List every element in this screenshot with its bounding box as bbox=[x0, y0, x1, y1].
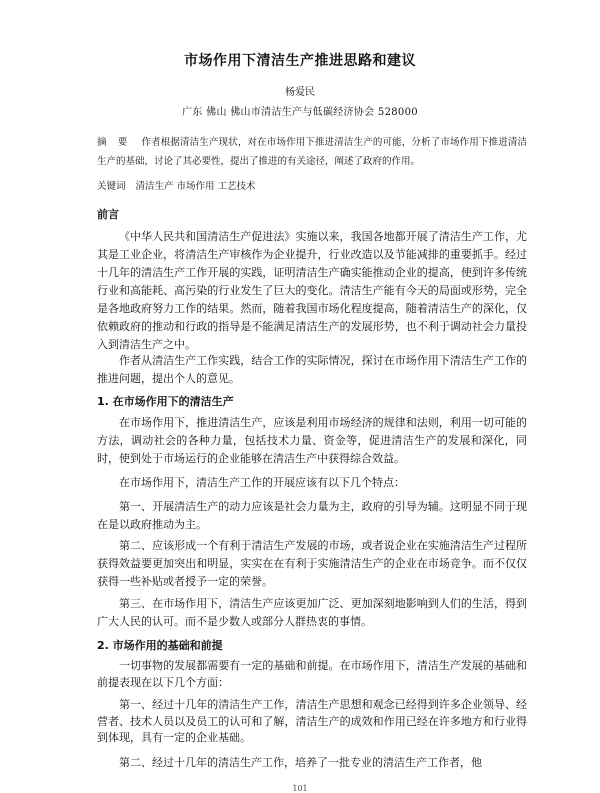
section-1-paragraph-3: 第一、开展清洁生产的动力应该是社会力量为主，政府的引导为辅。这明显不同于现在是以政府推动为主。 bbox=[97, 500, 527, 531]
intro-paragraph-1: 《中华人民共和国清洁生产促进法》实施以来，我国各地都开展了清洁生产工作，尤其是工业企业，将清洁生产审核作为企业提升，行业改造以及节能减排的重要抓手。经过十几年的清洁生产工作开展的实践，证明清洁生产确实能推动企业的提高，使到许多传统行业和高能耗、高污染的行业发生了巨大的变化。清洁生产能有今天的局面或形势，完全是各地政府努力工作的结果。然而，随着我国市场化程度提高，随着清洁生产的深化，仅依赖政府的推动和行政的指导是不能满足清洁生产的发展形势，也不利于调动社会力量投入到清洁生产之中。 bbox=[97, 230, 527, 351]
intro-paragraph-2: 作者从清洁生产工作实践，结合工作的实际情况，探讨在市场作用下清洁生产工作的推进问题，提出个人的意见。 bbox=[97, 354, 527, 385]
section-1-paragraph-4: 第二、应该形成一个有利于清洁生产发展的市场，或者说企业在实施清洁生产过程所获得效益要更加突出和明显，实实在在有利于实施清洁生产的企业在市场竞争。而不仅仅获得一些补贴或者授予一定的荣誉。 bbox=[97, 539, 527, 588]
section-heading-intro: 前言 bbox=[97, 208, 119, 221]
keywords-label: 关键词 bbox=[97, 181, 126, 192]
keywords-text: 清洁生产 市场作用 工艺技术 bbox=[135, 181, 256, 192]
section-2-paragraph-2: 第一、经过十几年的清洁生产工作，清洁生产思想和观念已经得到许多企业领导、经营者、技术人员以及员工的认可和了解，清洁生产的成效和作用已经在许多地方和行业得到体现，具有一定的企业基础。 bbox=[97, 698, 527, 744]
author-name: 杨爱民 bbox=[285, 87, 315, 98]
section-2-paragraph-1: 一切事物的发展都需要有一定的基础和前提。在市场作用下，清洁生产发展的基础和前提表现在以下几个方面： bbox=[97, 659, 527, 689]
section-2-paragraph-3: 第二、经过十几年的清洁生产工作，培养了一批专业的清洁生产工作者，他 bbox=[119, 756, 482, 769]
abstract-label: 摘 要 bbox=[97, 137, 132, 148]
section-heading-1: 1. 在市场作用下的清洁生产 bbox=[97, 395, 234, 408]
page-number: 101 bbox=[292, 784, 308, 793]
paper-title: 市场作用下清洁生产推进思路和建议 bbox=[184, 53, 416, 69]
section-1-paragraph-1: 在市场作用下，推进清洁生产，应该是利用市场经济的规律和法则，利用一切可能的方法，调动社会的各种力量，包括技术力量、资金等，促进清洁生产的发展和深化，同时，使到处于市场运行的企业能够在清洁生产中获得综合效益。 bbox=[97, 416, 527, 465]
section-1-paragraph-2: 在市场作用下，清洁生产工作的开展应该有以下几个特点： bbox=[119, 476, 405, 489]
section-heading-2: 2. 市场作用的基础和前提 bbox=[97, 639, 223, 652]
author-affiliation: 广东 佛山 佛山市清洁生产与低碳经济协会 528000 bbox=[182, 107, 418, 118]
keywords bbox=[97, 178, 527, 192]
abstract bbox=[97, 133, 527, 171]
abstract-text: 作者根据清洁生产现状，对在市场作用下推进清洁生产的可能，分析了市场作用下推进清洁生产的基础，讨论了其必要性，提出了推进的有关途径，阐述了政府的作用。 bbox=[97, 137, 527, 167]
section-1-paragraph-5: 第三、在市场作用下，清洁生产应该更加广泛、更加深刻地影响到人们的生活，得到广大人民的认可。而不是少数人或部分人群热衷的事情。 bbox=[97, 597, 527, 628]
